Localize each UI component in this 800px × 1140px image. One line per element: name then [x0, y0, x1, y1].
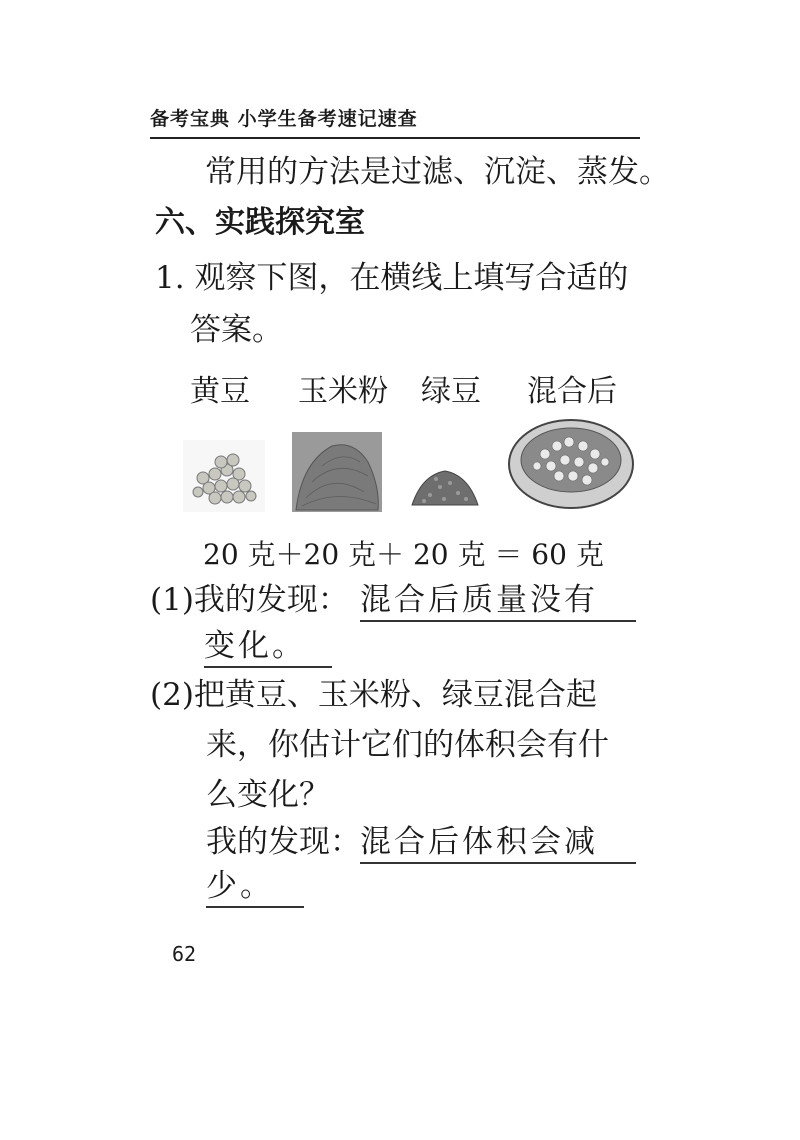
mung-beans-image: [410, 465, 480, 507]
label-soybeans: 黄豆: [190, 374, 250, 409]
sub1-answer-line2: 变化。: [204, 626, 332, 668]
label-mung-beans: 绿豆: [421, 374, 481, 409]
soybeans-image: [183, 440, 265, 512]
sub2-answer-line2: 少。: [206, 866, 304, 908]
mass-equation: 20 克＋20 克＋ 20 克 ＝ 60 克: [203, 538, 604, 571]
cornmeal-image: [292, 432, 382, 512]
label-cornmeal: 玉米粉: [298, 374, 388, 409]
sub2-line2: 来，你估计它们的体积会有什: [206, 727, 609, 763]
question-1-line1: 1. 观察下图，在横线上填写合适的: [155, 260, 629, 296]
question-1-line2: 答案。: [190, 312, 283, 348]
sub2-answer-line1: 混合后体积会减: [360, 822, 636, 864]
sub2-line3: 么变化？: [206, 777, 330, 813]
mixed-bowl-image: [507, 418, 635, 510]
page-number: 62: [172, 942, 197, 966]
sub2-line1: (2)把黄豆、玉米粉、绿豆混合起: [150, 677, 597, 713]
header-divider: [150, 137, 640, 139]
sub2-prefix: 我的发现：: [206, 824, 361, 860]
sub1-prefix: (1)我的发现：: [150, 582, 349, 618]
section-heading: 六、实践探究室: [155, 205, 365, 240]
intro-line: 常用的方法是过滤、沉淀、蒸发。: [205, 154, 670, 190]
header-title: 备考宝典 小学生备考速记速查: [150, 108, 418, 130]
label-mixed: 混合后: [527, 374, 617, 409]
sub1-answer-line1: 混合后质量没有: [360, 580, 636, 622]
